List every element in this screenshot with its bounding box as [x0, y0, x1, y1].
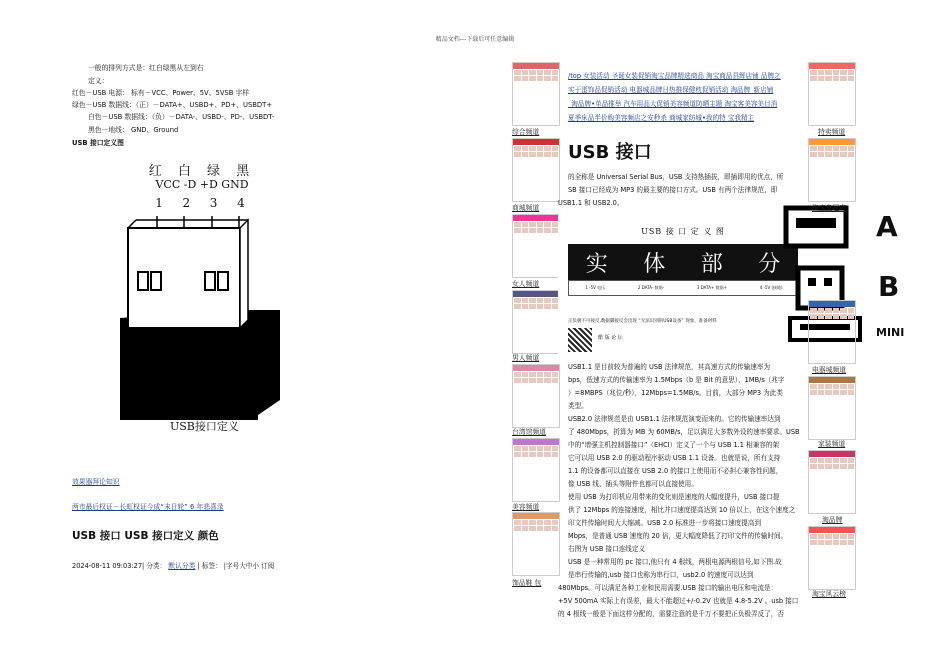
body-line: 的 4 根线一般是下面这样分配的，需要注意的是千万不要把正负极弄反了，否 [558, 610, 784, 618]
intro-line-2: SB 接口已经成为 MP3 的最主要的接口方式。USB 有两个法律规范，即 [568, 186, 778, 194]
body-line: USB 是一种常用的 pc 接口,他只有 4 根线，两根电源两根信号,如下图.故 [568, 558, 782, 566]
caption-accessories[interactable]: 饰品鞋 包 [512, 579, 542, 587]
thumb-accessories[interactable] [512, 512, 560, 576]
article-meta [72, 560, 274, 570]
font-size-options[interactable]: |字号大中小 [223, 562, 259, 570]
caption-ranking[interactable]: 淘宝风云榜 [812, 590, 846, 598]
tag-label: | 标签： [197, 562, 222, 570]
thumb-electronics[interactable] [808, 300, 856, 364]
black-wire-line: 黑色－地线： GND、Ground [88, 126, 179, 134]
diagram-heading: USB 接口定义图 [72, 139, 124, 147]
thumb-sale[interactable] [808, 62, 856, 126]
body-line: 供了 12Mbps 的连接速度，相比并口速度提高达到 10 倍以上，在这个速度之 [568, 506, 796, 514]
body-line: 是串行传输的,usb 接口也称为串行口，usb2.0 的速度可以达到 [568, 571, 754, 579]
body-line: Mbps，是普通 USB 速度的 20 倍，更大幅度降低了打印文件的传输时间。 [568, 532, 788, 540]
intro-line-3: USB1.1 和 USB2.0。 [558, 199, 624, 207]
body-line: USB2.0 法律规范是由 USB1.1 法律规范演变而来的。它的传输速率达到 [568, 415, 781, 423]
thumb-crown-store[interactable] [808, 138, 856, 202]
caption-electronics[interactable]: 电器城频道 [812, 366, 846, 374]
thumb-home[interactable] [808, 376, 856, 440]
figure-cell-3: 部 [700, 251, 723, 277]
body-line: 480Mbps。可以满足各种工业和民用需要.USB 接口的输出电压和电流是： [558, 584, 778, 592]
definition-label: 定义： [88, 77, 109, 85]
figure-label-row [568, 280, 800, 296]
body-line: 印文件传输时间大大缩减。USB 2.0 标准进一步将接口速度提高到 [568, 519, 762, 527]
connector-label-mini: MINI [876, 326, 905, 339]
thumb-brands[interactable] [808, 450, 856, 514]
green-wire-line: 绿色－USB 数据线：（正）－DATA+、USBD+、PD+、USBDT+ [72, 101, 273, 109]
thumb-taiwan[interactable] [512, 364, 560, 428]
related-link-warrant[interactable]: 两市最后权证－长虹权证今成“末日轮” 6 年悲喜录 [72, 503, 224, 511]
body-line: 像 USB 线、插头等附件也都可以直接使用。 [568, 480, 698, 488]
figure-label-2: 2 DATA- 数据- [637, 285, 665, 290]
subscribe-link[interactable]: 订阅 [261, 562, 275, 570]
body-line: 右图为 USB 接口连线定义 [568, 545, 646, 553]
diagram-colors: 红 白 绿 黑 [148, 164, 256, 179]
thumb-men[interactable] [512, 290, 560, 354]
usb-definition-figure [558, 214, 808, 354]
caption-crown-store[interactable]: 淘宝皇冠店 [812, 204, 846, 212]
body-line: 中的“增强主机控制器接口”（EHCI）定义了一个与 USB 1.1 相兼容的架 [568, 441, 780, 449]
promo-link-3[interactable]: _淘品牌•单品推举 汽车用品大促销美容频道防晒主题 淘宝客美容美目消 [568, 100, 778, 108]
caption-general[interactable]: 综合频道 [512, 128, 540, 136]
figure-cell-4: 分 [758, 251, 781, 277]
body-line: 1.1 的设备都可以直接在 USB 2.0 的接口上使用而不必担心兼容性问题， [568, 467, 783, 475]
body-line: ）=8MBPS（兆位/秒），12Mbps=1.5MB/s。目前，大部分 MP3 为此类 [568, 389, 783, 397]
promo-link-2[interactable]: 实于蛋饰品促销活动 电器城品牌日热推保健枕促销活动 淘品牌_新店铺 [568, 86, 774, 94]
caption-home[interactable]: 家装频道 [818, 440, 846, 448]
caption-mall[interactable]: 商城频道 [512, 204, 540, 212]
qr-code-icon [568, 328, 592, 352]
page-header-note: 精品文档---下载后可任意编辑 [435, 36, 515, 43]
body-line: bps，低速方式的传输速率为 1.5Mbps（b 是 Bit 的意思），1MB/s（兆字 [568, 376, 785, 384]
connector-label-a: A [876, 210, 898, 243]
caption-men[interactable]: 男人频道 [512, 354, 540, 362]
diagram-pins: 1 2 3 4 [155, 196, 249, 210]
category-link[interactable]: 默认分类 [168, 562, 196, 570]
thumb-general[interactable] [512, 62, 560, 126]
body-line: USB1.1 是目前较为普遍的 USB 法律规范，其高速方式的传输速率为 [568, 363, 771, 371]
article-title: USB 接口 USB 接口定义 颜色 [72, 530, 219, 542]
body-line: +5V 500mA 实际上有误差，最大不能超过+/-0.2V 也就是 4.8-5.2V 。usb 接口 [558, 597, 799, 605]
figure-brand: 酷 版 论 坛 [598, 335, 623, 341]
diagram-caption: USB接口定义 [170, 420, 239, 433]
article-date: 2024-08-11 09:03:27| [72, 562, 145, 570]
category-label: 分类： [146, 562, 167, 570]
caption-women[interactable]: 女人频道 [512, 280, 540, 288]
figure-cell-1: 实 [585, 251, 608, 277]
figure-label-3: 3 DATA+ 数据+ [696, 285, 727, 290]
caption-sale[interactable]: 特卖频道 [818, 128, 846, 136]
body-line: 使用 USB 为打印机应用带来的变化则是速度的大幅度提升，USB 接口提 [568, 493, 780, 501]
related-link-effects[interactable]: 效果器拜论知识 [72, 478, 120, 486]
caption-taiwan[interactable]: 台湾馆频道 [512, 428, 546, 436]
usb-connector-drawing [120, 210, 280, 420]
white-wire-line: 白色－USB 数据线：（负）－DATA-、USBD-、PD-、USBDT- [88, 113, 275, 121]
thumb-mall[interactable] [512, 138, 560, 202]
figure-label-4: 4 -5V (接地) [759, 285, 783, 290]
figure-label-1: 1 -5V 电压 [585, 285, 606, 290]
thumb-ranking[interactable] [808, 526, 856, 590]
promo-link-1[interactable]: /top 女装活动 圣诞女装促销淘宝品牌精选商品 淘宝商品县辉店铺 品牌之 [568, 72, 781, 80]
usb-pin-diagram [120, 160, 280, 440]
intro-line-1: 的全称是 Universal Serial Bus，USB 支持热插拔，即插即用的优点，所 [568, 173, 784, 181]
figure-banner [568, 244, 798, 280]
body-line: 它可以用 USB 2.0 的驱动程序驱动 USB 1.1 设备。也就是说，所有支持 [568, 454, 781, 462]
thumb-beauty[interactable] [512, 438, 560, 502]
figure-cell-2: 体 [643, 251, 666, 277]
caption-beauty[interactable]: 美容频道 [512, 503, 540, 511]
caption-brands[interactable]: 淘品牌 [822, 516, 843, 524]
red-wire-line: 红色－USB 电源： 标有－VCC、Power、5V、5VSB 字样 [72, 89, 250, 97]
figure-note: 正负极不可接反,数据脚接反会出现 “无法识别的USB设备” 现象，准备材料 [568, 319, 717, 324]
diagram-signals: VCC -D +D GND [155, 178, 249, 191]
connector-label-b: B [878, 270, 900, 303]
promo-link-4[interactable]: 夏季床品半价购美容频店之安秒杀 商城家纺城•我的特 宝我精主 [568, 114, 755, 122]
order-line: 一般的排列方式是：红白绿黑从左到右 [88, 64, 204, 72]
body-line: 了 480Mbps，折算为 MB 为 60MB/s，足以满足大多数外设的速率要求。USB [568, 428, 800, 436]
thumb-women[interactable] [512, 214, 560, 278]
section-title-usb: USB 接口 [568, 142, 652, 163]
figure-title: USB 接 口 定 义 图 [641, 227, 725, 236]
body-line: 类型。 [568, 402, 588, 410]
